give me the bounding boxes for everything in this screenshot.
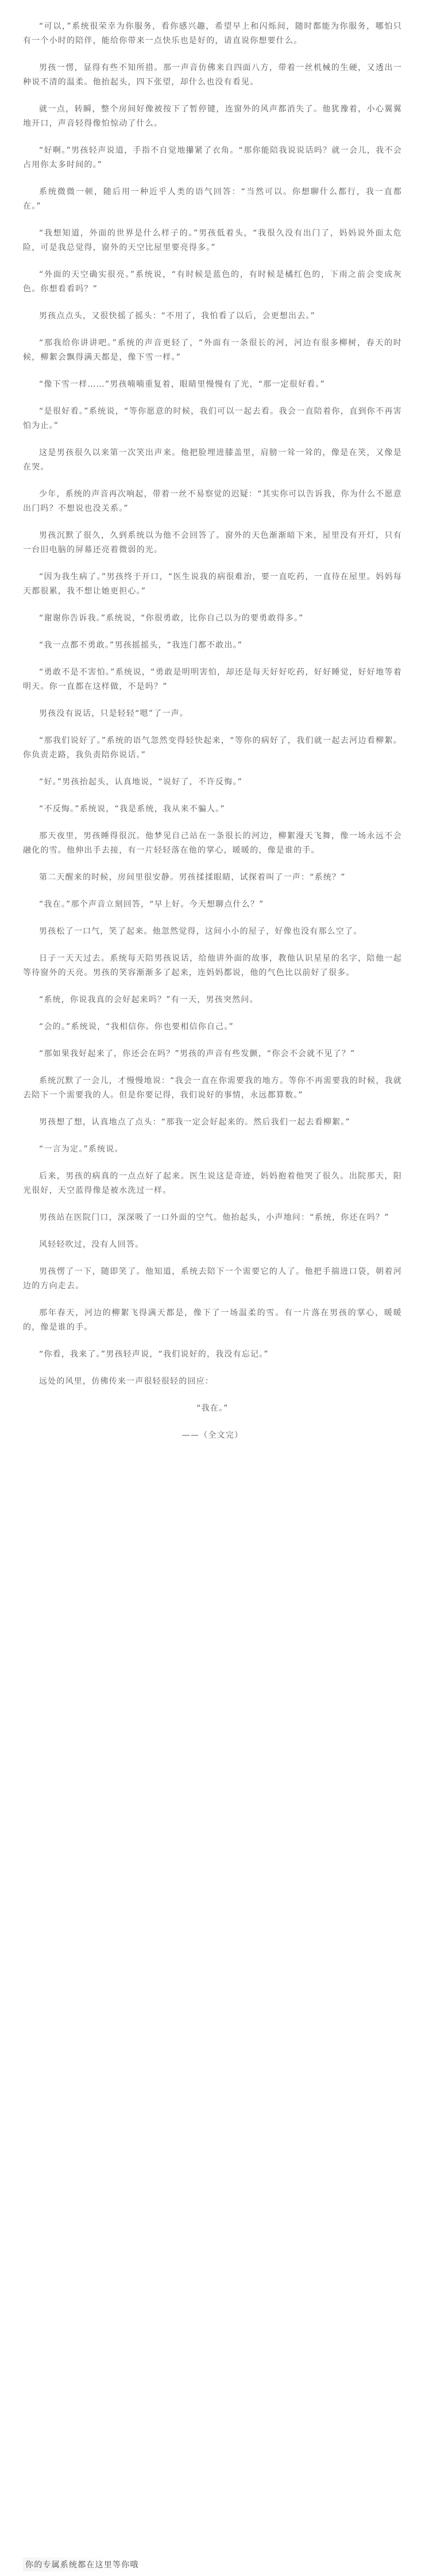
story-paragraph: “我在。”那个声音立刻回答，“早上好。今天想聊点什么？”: [39, 900, 264, 909]
story-paragraph: “外面的天空确实很亮。”系统说，“有时候是蓝色的，有时候是橘红色的，下雨之前会变成灰色。你想看看吗？”: [23, 270, 402, 294]
story-paragraph: 日子一天天过去。系统每天陪男孩说话，给他讲外面的故事，教他认识星星的名字，陪他一起等待窗外的天亮。男孩的笑容渐渐多了起来，连妈妈都说，他的气色比以前好了很多。: [23, 954, 402, 977]
story-paragraph: 那年春天，河边的柳絮飞得满天都是，像下了一场温柔的雪。有一片落在男孩的掌心，暖暖的，像是谁的手。: [23, 1308, 402, 1332]
story-body: [23, 20, 402, 1443]
story-paragraph: “一言为定。”系统说。: [39, 1145, 123, 1154]
story-paragraph: “像下雪一样……”男孩喃喃重复着，眼睛里慢慢有了光，“那一定很好看。”: [39, 380, 326, 389]
story-paragraph: 男孩松了一口气，笑了起来。他忽然觉得，这间小小的屋子，好像也没有那么空了。: [39, 927, 362, 936]
story-paragraph: 就一点，转瞬，整个房间好像被按下了暂停键，连窗外的风声都消失了。他犹豫着，小心翼翼地开口，声音轻得像怕惊动了什么。: [23, 105, 402, 128]
story-paragraph: “系统，你说我真的会好起来吗？”有一天，男孩突然问。: [39, 995, 258, 1004]
story-paragraph: ——（全文完）: [181, 1431, 244, 1440]
story-paragraph: “好。”男孩抬起头，认真地说，“说好了，不许反悔。”: [39, 777, 243, 787]
story-paragraph: 第二天醒来的时候，房间里很安静。男孩揉揉眼睛，试探着叫了一声：“系统？”: [39, 873, 346, 882]
footer-caption: 你的专属系统都在这里等你哦: [23, 2558, 141, 2571]
story-paragraph: “勇敢不是不害怕。”系统说，“勇敢是明明害怕，却还是每天好好吃药，好好睡觉，好好地等着明天。你一直都在这样做，不是吗？”: [23, 668, 402, 691]
story-paragraph: 男孩站在医院门口，深深吸了一口外面的空气。他抬起头，小声地问：“系统，你还在吗？”: [39, 1213, 389, 1222]
story-paragraph: 系统微微一顿，随后用一种近乎人类的语气回答：“当然可以。你想聊什么都行，我一直都在。”: [23, 187, 402, 211]
story-paragraph: 男孩没有说话，只是轻轻“嗯”了一声。: [39, 709, 189, 718]
story-paragraph: “我一点都不勇敢。”男孩摇摇头，“我连门都不敢出。”: [39, 641, 243, 650]
story-paragraph: 男孩愣了一下，随即笑了。他知道，系统去陪下一个需要它的人了。他把手揣进口袋，朝着河边的方向走去。: [23, 1267, 402, 1291]
story-paragraph: 男孩沉默了很久，久到系统以为他不会回答了。窗外的天色渐渐暗下来，屋里没有开灯，只有一台旧电脑的屏幕还亮着微弱的光。: [23, 531, 402, 555]
story-paragraph: 男孩一愣，显得有些不知所措。那一声音仿佛来自四面八方，带着一丝机械的生硬，又透出一种说不清的温柔。他抬起头，四下张望，却什么也没有看见。: [23, 63, 402, 87]
story-paragraph: “我想知道，外面的世界是什么样子的。”男孩低着头，“我很久没有出门了，妈妈说外面太危险，可是我总觉得，窗外的天空比屋里要亮得多。”: [23, 229, 403, 252]
story-paragraph: “可以，”系统很荣幸为你服务，看你感兴趣，希望早上和闪烁间，随时都能为你服务，哪怕只有一个小时的陪伴，能给你带来一点快乐也是好的，请直说你想要什么。: [23, 22, 402, 45]
story-paragraph: 男孩点点头，又很快摇了摇头：“不用了，我怕看了以后，会更想出去。”: [39, 311, 316, 321]
story-paragraph: 风轻轻吹过，没有人回答。: [39, 1240, 144, 1249]
story-paragraph: “不反悔。”系统说，“我是系统，我从来不骗人。”: [39, 804, 225, 814]
story-paragraph: 系统沉默了一会儿，才慢慢地说：“我会一直在你需要我的地方。等你不再需要我的时候，我就去陪下一个需要我的人。但是你要记得，我们说好的事情，永远都算数。”: [23, 1076, 402, 1100]
story-paragraph: 男孩想了想，认真地点了点头：“那我一定会好起来的。然后我们一起去看柳絮。”: [39, 1118, 350, 1127]
story-paragraph: “我在。”: [196, 1404, 229, 1413]
story-paragraph: “会的。”系统说，“我相信你。你也要相信你自己。”: [39, 1022, 234, 1031]
story-paragraph: “好啊。”男孩轻声说道，手指不自觉地攥紧了衣角。“那你能陪我说说话吗？就一会儿，我不会占用你太多时间的。”: [23, 146, 402, 170]
story-paragraph: 那天夜里，男孩睡得很沉。他梦见自己站在一条很长的河边，柳絮漫天飞舞，像一场永远不会融化的雪。他伸出手去接，有一片轻轻落在他的掌心，暖暖的，像是谁的手。: [23, 831, 402, 855]
story-paragraph: 后来，男孩的病真的一点点好了起来。医生说这是奇迹，妈妈抱着他哭了很久。出院那天，阳光很好，天空蓝得像是被水洗过一样。: [23, 1172, 402, 1195]
story-paragraph: 远处的风里，仿佛传来一声很轻很轻的回应：: [39, 1377, 214, 1386]
story-paragraph: “是很好看。”系统说，“等你愿意的时候，我们可以一起去看。我会一直陪着你，直到你不再害怕为止。”: [23, 407, 402, 430]
story-paragraph: 少年，系统的声音再次响起，带着一丝不易察觉的迟疑：“其实你可以告诉我，你为什么不愿意出门吗？不想说也没关系。”: [23, 490, 402, 513]
story-paragraph: “你看，我来了。”男孩轻声说，“我们说好的，我没有忘记。”: [39, 1350, 269, 1359]
story-paragraph: 这是男孩很久以来第一次笑出声来。他把脸埋进膝盖里，肩膀一耸一耸的，像是在笑，又像是在哭。: [23, 448, 402, 472]
story-paragraph: “那我们说好了。”系统的语气忽然变得轻快起来，“等你的病好了，我们就一起去河边看柳絮。你负责走路，我负责陪你说话。”: [23, 736, 402, 760]
story-paragraph: “因为我生病了。”男孩终于开口，“医生说我的病很难治，要一直吃药，一直待在屋里。妈妈每天都很累，我不想让她更担心。”: [23, 572, 402, 596]
story-paragraph: “那我给你讲讲吧。”系统的声音更轻了，“外面有一条很长的河，河边有很多柳树，春天的时候，柳絮会飘得满天都是，像下雪一样。”: [23, 338, 403, 362]
story-paragraph: “那如果我好起来了，你还会在吗？”男孩的声音有些发颤，“你会不会就不见了？”: [39, 1049, 356, 1058]
story-paragraph: “谢谢你告诉我。”系统说，“你很勇敢，比你自己以为的要勇敢得多。”: [39, 614, 304, 623]
